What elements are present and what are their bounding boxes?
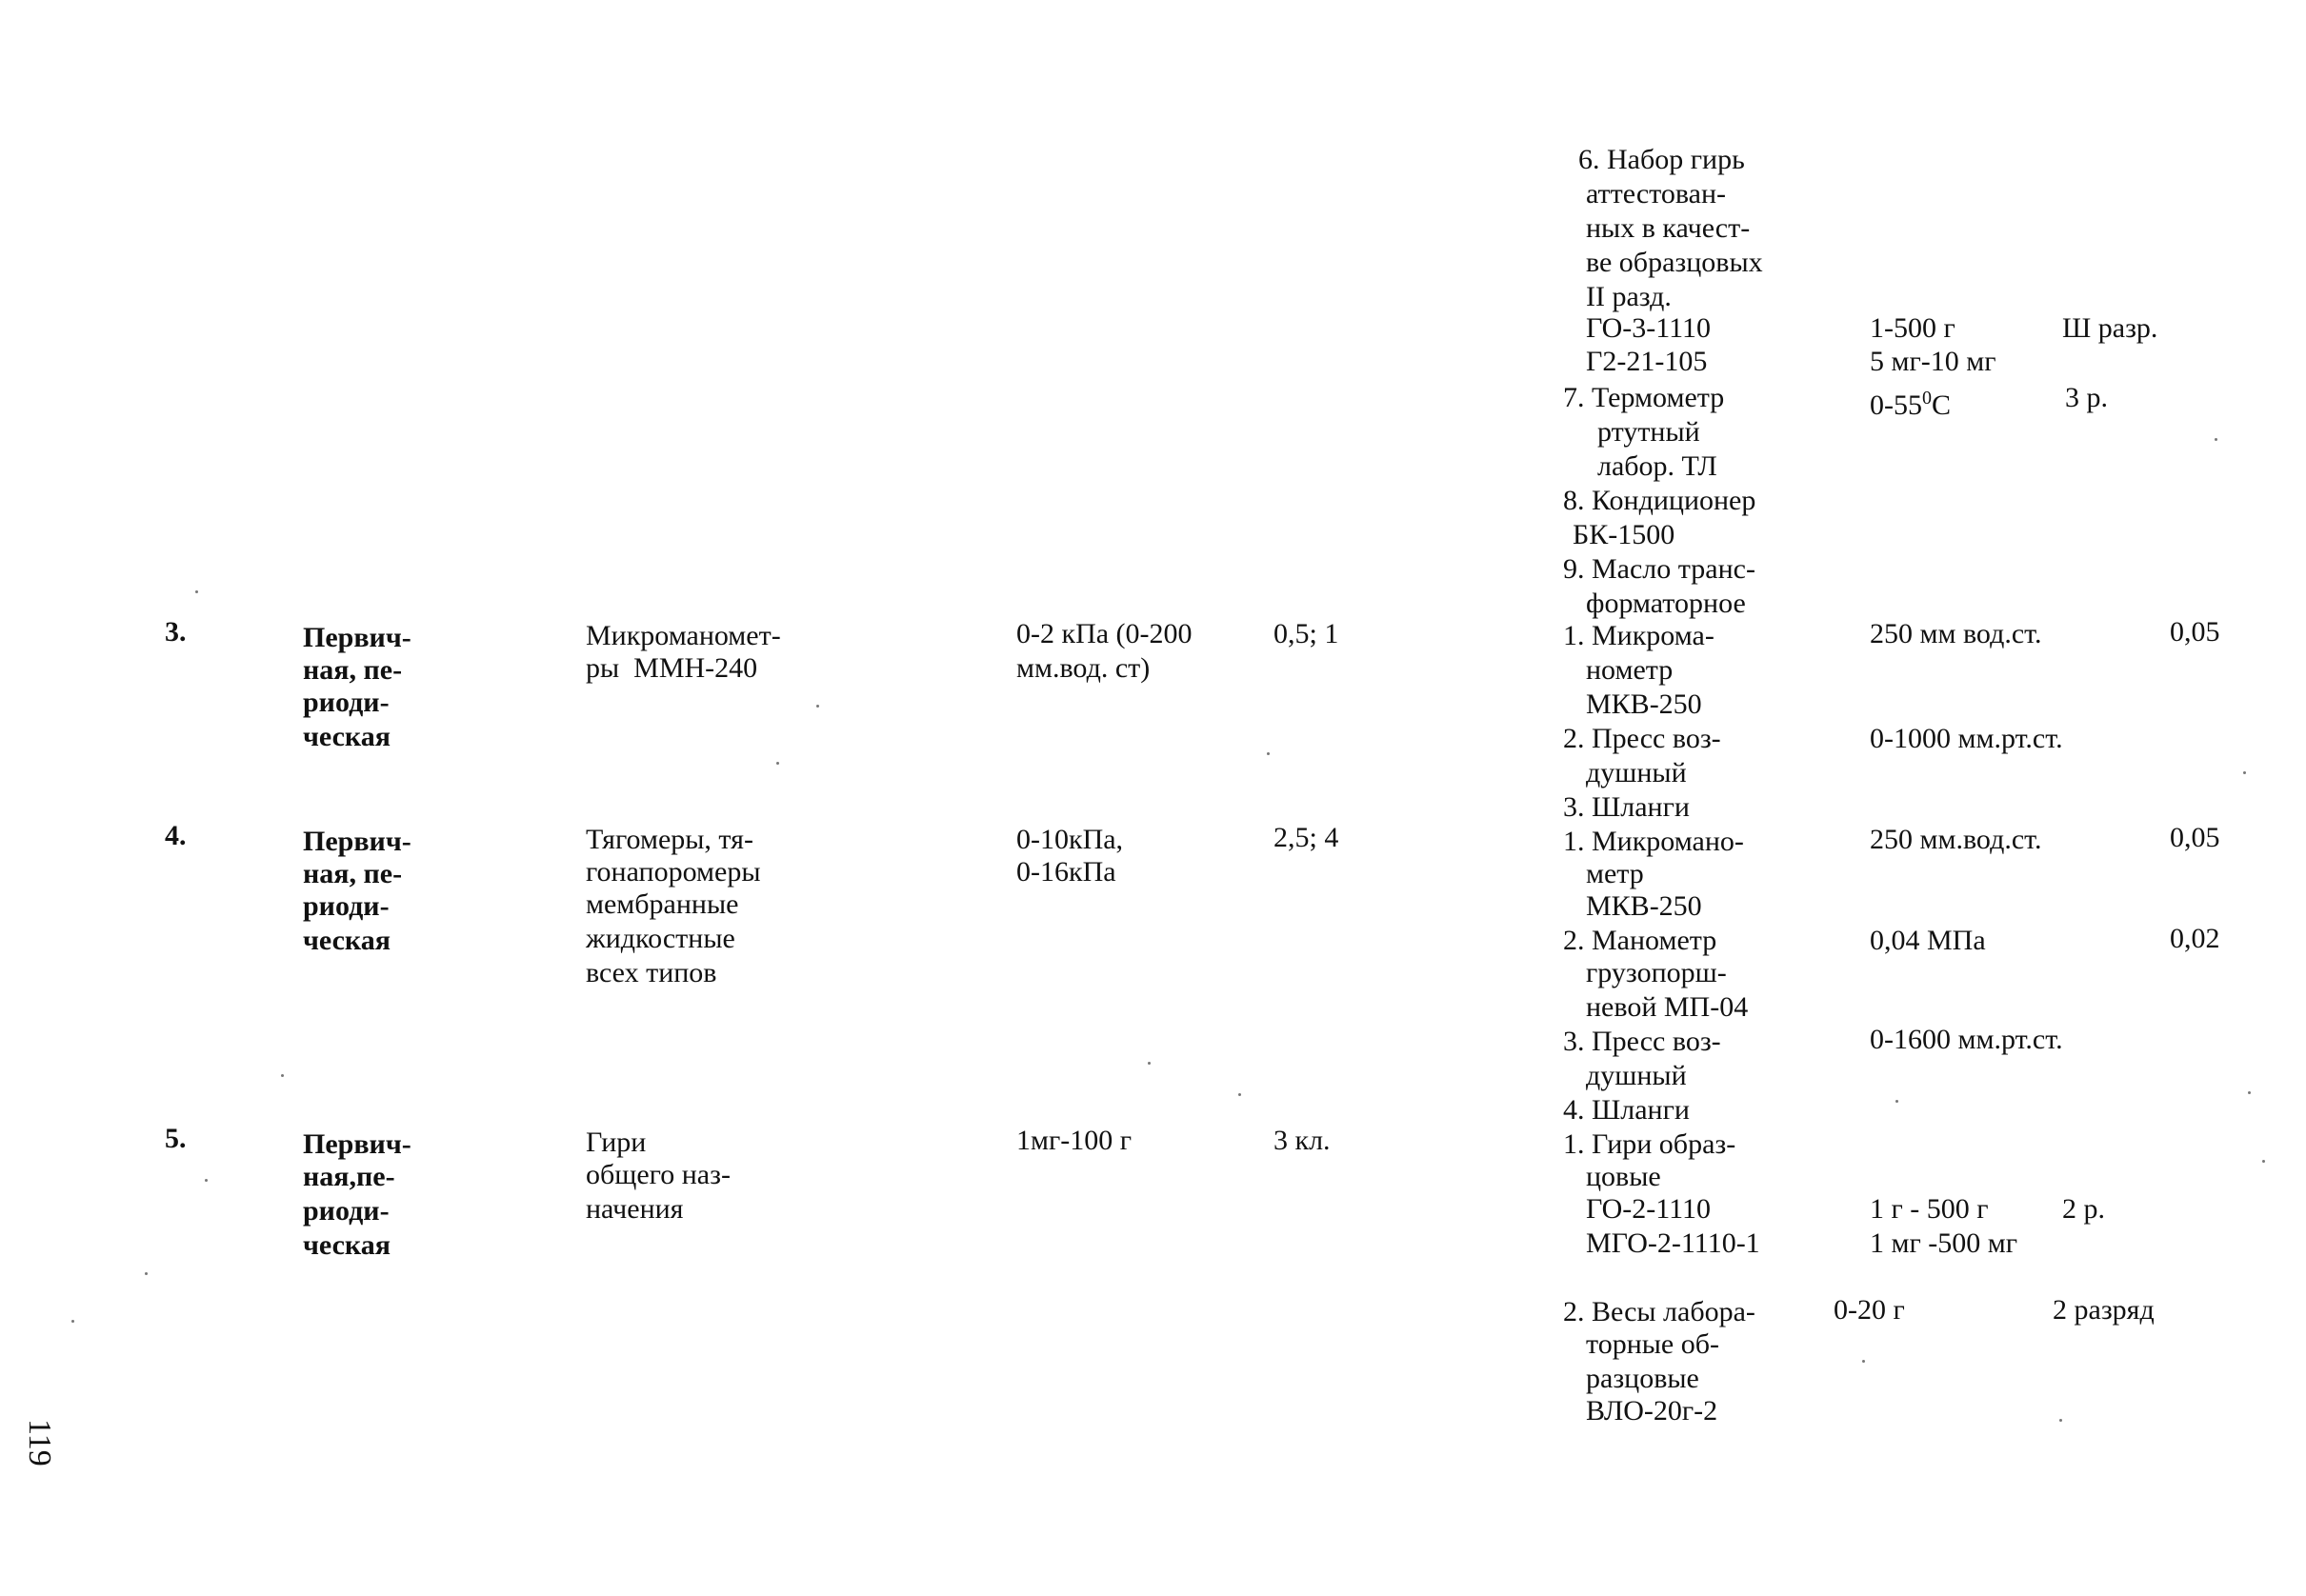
row4-instrument-5: всех типов bbox=[586, 957, 717, 988]
row5-ref1-line2: цовые bbox=[1586, 1161, 1661, 1192]
scan-speck bbox=[281, 1074, 284, 1077]
scan-speck bbox=[195, 590, 198, 593]
row4-ref2-line1: 2. Манометр bbox=[1563, 925, 1717, 956]
row5-ref1-line3: ГО-2-1110 bbox=[1586, 1193, 1712, 1225]
row4-ref2-line2: грузопорш- bbox=[1586, 957, 1727, 988]
row4-kind-1: Первич- bbox=[303, 826, 411, 857]
scan-speck bbox=[2262, 1160, 2265, 1163]
row5-ref1-class: 2 р. bbox=[2062, 1193, 2105, 1225]
row3-ref1-line1: 1. Микрома- bbox=[1563, 620, 1714, 651]
row5-ref2-class: 2 разряд bbox=[2053, 1294, 2155, 1326]
ref6-line4: ве образцовых bbox=[1586, 247, 1763, 278]
row5-range-1: 1мг-100 г bbox=[1016, 1125, 1133, 1156]
row5-instrument-3: начения bbox=[586, 1193, 684, 1225]
row3-kind-1: Первич- bbox=[303, 622, 411, 653]
ref6-range-1: 1-500 г bbox=[1870, 312, 1955, 344]
row4-range-2: 0-16кПа bbox=[1016, 856, 1116, 888]
ref7-class: 3 р. bbox=[2065, 382, 2108, 413]
row4-kind-3: риоди- bbox=[303, 890, 390, 922]
row4-kind-4: ческая bbox=[303, 925, 391, 956]
ref7-line1: 7. Термометр bbox=[1563, 382, 1725, 413]
row5-kind-2: ная,пе- bbox=[303, 1161, 395, 1192]
ref9-line2: форматорное bbox=[1586, 588, 1746, 619]
row4-number: 4. bbox=[165, 820, 187, 851]
row3-ref2-range: 0-1000 мм.рт.ст. bbox=[1870, 723, 2063, 754]
row4-ref2-range: 0,04 МПа bbox=[1870, 925, 1986, 956]
ref6-line7: Г2-21-105 bbox=[1586, 346, 1708, 377]
scan-speck bbox=[205, 1179, 208, 1182]
row4-ref1-line3: МКВ-250 bbox=[1586, 890, 1702, 922]
row5-accuracy: 3 кл. bbox=[1273, 1125, 1331, 1156]
row4-accuracy: 2,5; 4 bbox=[1273, 822, 1339, 853]
row3-ref1-line3: МКВ-250 bbox=[1586, 688, 1702, 720]
row5-instrument-2: общего наз- bbox=[586, 1159, 731, 1190]
row3-number: 3. bbox=[165, 616, 187, 648]
row3-instrument-1: Микроманомет- bbox=[586, 620, 781, 651]
scan-speck bbox=[71, 1320, 74, 1323]
row5-ref2-line2: торные об- bbox=[1586, 1328, 1719, 1360]
row4-instrument-3: мембранные bbox=[586, 888, 739, 920]
ref7-range-base: 0-55 bbox=[1870, 389, 1922, 421]
row5-ref1-range-2: 1 мг -500 мг bbox=[1870, 1227, 2018, 1259]
row3-ref1-range: 250 мм вод.ст. bbox=[1870, 618, 2042, 649]
ref6-line1: 6. Набор гирь bbox=[1578, 144, 1745, 175]
row4-ref3-line1: 3. Пресс воз- bbox=[1563, 1026, 1721, 1057]
scan-speck bbox=[2248, 1091, 2251, 1094]
row4-ref1-range: 250 мм.вод.ст. bbox=[1870, 824, 2042, 855]
row4-ref4-line1: 4. Шланги bbox=[1563, 1094, 1690, 1126]
ref7-range-unit: С bbox=[1932, 389, 1952, 421]
page-number: 119 bbox=[22, 1419, 57, 1466]
row3-kind-4: ческая bbox=[303, 721, 391, 752]
row3-ref2-line1: 2. Пресс воз- bbox=[1563, 723, 1721, 754]
ref7-line3: лабор. ТЛ bbox=[1597, 450, 1717, 482]
scan-speck bbox=[1148, 1062, 1151, 1065]
scan-speck bbox=[1238, 1093, 1241, 1096]
row4-ref2-line3: невой МП-04 bbox=[1586, 991, 1749, 1023]
row4-ref1-error: 0,05 bbox=[2170, 822, 2220, 853]
row5-ref2-line4: ВЛО-20г-2 bbox=[1586, 1395, 1718, 1426]
ref7-line2: ртутный bbox=[1597, 416, 1700, 448]
scan-speck bbox=[2059, 1419, 2062, 1422]
scan-speck bbox=[1862, 1360, 1865, 1363]
row4-kind-2: ная, пе- bbox=[303, 858, 403, 889]
row5-ref1-range-1: 1 г - 500 г bbox=[1870, 1193, 1989, 1225]
ref6-line6: ГО-3-1110 bbox=[1586, 312, 1712, 344]
row4-ref3-line2: душный bbox=[1586, 1060, 1687, 1091]
row3-instrument-2: ры ММН-240 bbox=[586, 652, 758, 684]
row3-ref1-line2: нометр bbox=[1586, 654, 1674, 686]
row4-range-1: 0-10кПа, bbox=[1016, 824, 1124, 855]
row5-ref1-line4: МГО-2-1110-1 bbox=[1586, 1227, 1760, 1259]
row3-accuracy: 0,5; 1 bbox=[1273, 618, 1339, 649]
row5-instrument-1: Гири bbox=[586, 1127, 647, 1158]
row4-ref3-range: 0-1600 мм.рт.ст. bbox=[1870, 1024, 2063, 1055]
row4-ref1-line1: 1. Микромано- bbox=[1563, 826, 1744, 857]
row5-kind-3: риоди- bbox=[303, 1195, 390, 1227]
row3-ref2-line2: душный bbox=[1586, 757, 1687, 788]
row5-ref2-line1: 2. Весы лабора- bbox=[1563, 1296, 1755, 1327]
ref6-line3: ных в качест- bbox=[1586, 212, 1751, 244]
row3-range-1: 0-2 кПа (0-200 bbox=[1016, 618, 1193, 649]
ref6-range-2: 5 мг-10 мг bbox=[1870, 346, 1996, 377]
row3-ref3-line1: 3. Шланги bbox=[1563, 791, 1690, 823]
ref7-range-superscript: 0 bbox=[1922, 388, 1932, 409]
row3-ref1-error: 0,05 bbox=[2170, 616, 2220, 648]
ref8-line1: 8. Кондиционер bbox=[1563, 485, 1756, 516]
ref7-range bbox=[1870, 381, 1951, 423]
ref6-class: Ш разр. bbox=[2062, 312, 2158, 344]
row5-kind-4: ческая bbox=[303, 1229, 391, 1261]
row3-range-2: мм.вод. ст) bbox=[1016, 652, 1151, 684]
scan-speck bbox=[1895, 1100, 1898, 1103]
row5-ref2-line3: разцовые bbox=[1586, 1363, 1699, 1394]
ref6-line2: аттестован- bbox=[1586, 178, 1726, 209]
row5-number: 5. bbox=[165, 1123, 187, 1154]
scan-speck bbox=[2243, 771, 2246, 774]
ref9-line1: 9. Масло транс- bbox=[1563, 553, 1755, 585]
row4-ref2-error: 0,02 bbox=[2170, 923, 2220, 954]
scan-speck bbox=[2215, 438, 2217, 441]
row5-kind-1: Первич- bbox=[303, 1128, 411, 1160]
scan-speck bbox=[816, 705, 819, 708]
ref8-line2: БК-1500 bbox=[1573, 519, 1675, 550]
row3-kind-3: риоди- bbox=[303, 687, 390, 718]
scan-speck bbox=[145, 1272, 148, 1275]
row5-ref1-line1: 1. Гири образ- bbox=[1563, 1128, 1736, 1160]
row4-instrument-4: жидкостные bbox=[586, 923, 735, 954]
row4-ref1-line2: метр bbox=[1586, 858, 1644, 889]
row3-kind-2: ная, пе- bbox=[303, 654, 403, 686]
row5-ref2-range: 0-20 г bbox=[1834, 1294, 1905, 1326]
ref6-line5: II разд. bbox=[1586, 281, 1672, 312]
row4-instrument-2: гонапоромеры bbox=[586, 856, 761, 888]
scan-speck bbox=[776, 762, 779, 765]
row4-instrument-1: Тягомеры, тя- bbox=[586, 824, 753, 855]
scan-speck bbox=[1267, 752, 1270, 755]
